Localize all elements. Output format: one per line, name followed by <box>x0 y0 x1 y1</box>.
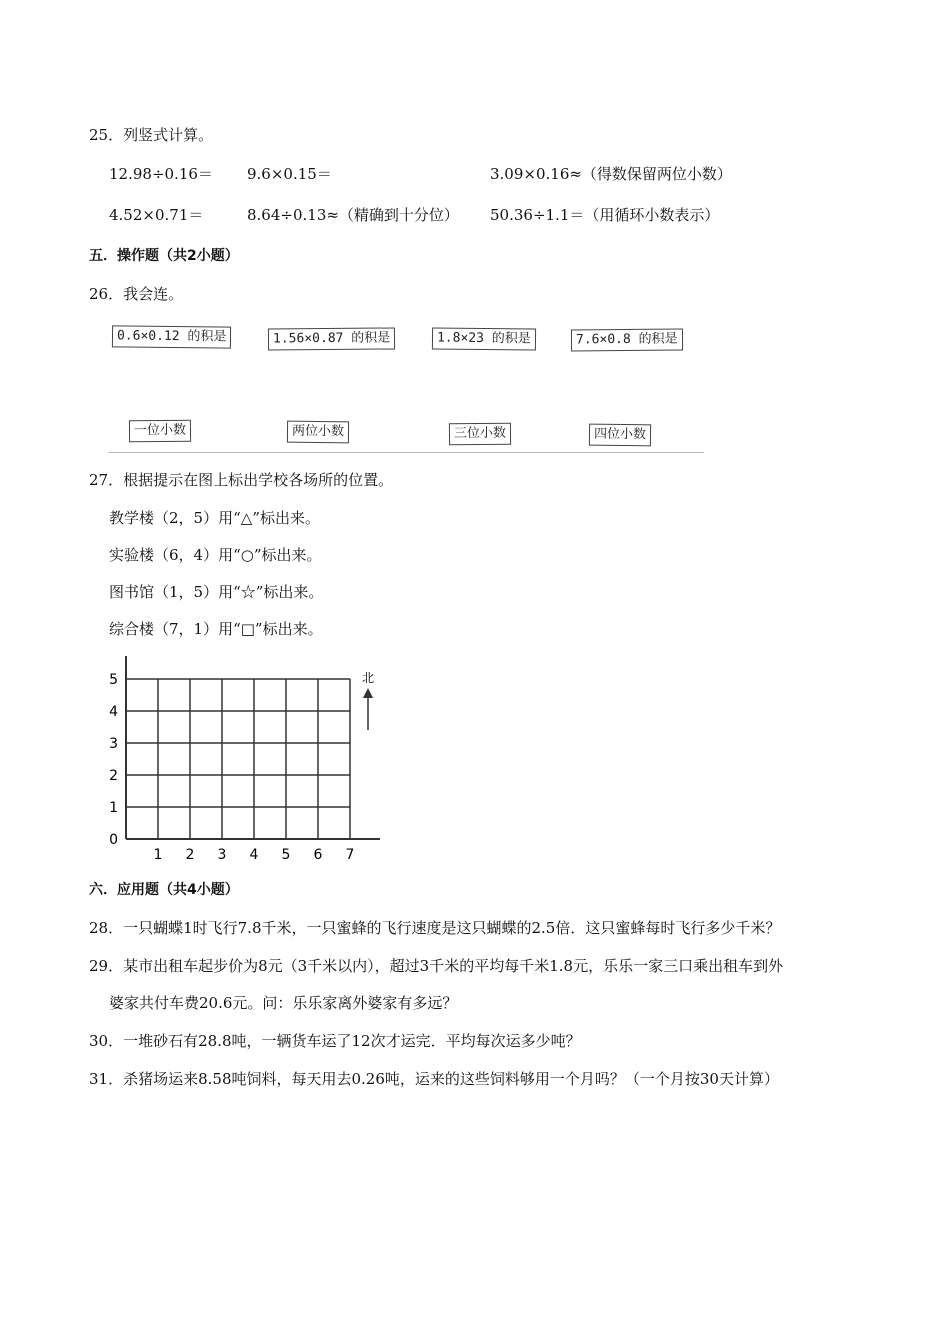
y-tick-label: 1 <box>109 800 118 816</box>
x-tick-label: 5 <box>281 847 291 863</box>
q25-item-3: 3.09×0.16≈（得数保留两位小数） <box>490 165 732 183</box>
x-tick-label: 6 <box>313 847 323 863</box>
section5-heading: 五．操作题（共2小题） <box>89 248 239 264</box>
x-tick-label: 7 <box>345 847 355 863</box>
connect-top-box-3: 1.8×23 的积是 <box>432 327 536 350</box>
north-label: 北 <box>361 671 375 685</box>
q25-title: 25．列竖式计算。 <box>89 126 214 144</box>
connect-top-box-1: 0.6×0.12 的积是 <box>112 325 232 348</box>
q27-hint-2: 实验楼（6，4）用“○”标出来。 <box>109 546 322 564</box>
x-axis-labels <box>154 847 355 863</box>
q27-hint-4: 综合楼（7，1）用“□”标出来。 <box>109 620 323 638</box>
grid-lines <box>126 679 350 839</box>
problem-31: 31．杀猪场运来8.58吨饲料，每天用去0.26吨，运来的这些饲料够用一个月吗？（一个月按30天计算） <box>89 1070 779 1088</box>
coordinate-grid <box>100 652 390 866</box>
connect-top-box-4: 7.6×0.8 的积是 <box>571 329 683 352</box>
q25-item-4: 4.52×0.71＝ <box>109 206 204 224</box>
x-tick-label: 3 <box>217 847 227 863</box>
q25-item-5: 8.64÷0.13≈（精确到十分位） <box>247 206 459 224</box>
q27-title: 27．根据提示在图上标出学校各场所的位置。 <box>89 471 394 489</box>
x-tick-label: 4 <box>249 847 259 863</box>
y-tick-label: 3 <box>109 736 118 752</box>
north-arrow-icon <box>363 688 373 698</box>
q25-item-6: 50.36÷1.1＝（用循环小数表示） <box>490 206 720 224</box>
problem-29-line2: 婆家共付车费20.6元。问：乐乐家离外婆家有多远？ <box>109 994 458 1012</box>
connect-bottom-box-2: 两位小数 <box>287 421 349 444</box>
problem-28: 28．一只蝴蝶1时飞行7.8千米，一只蜜蜂的飞行速度是这只蝴蝶的2.5倍．这只蜜蜂每时飞行多少千米？ <box>89 919 781 937</box>
q25-item-2: 9.6×0.15＝ <box>247 165 332 183</box>
q25-item-1: 12.98÷0.16＝ <box>109 165 213 183</box>
y-tick-label: 4 <box>109 704 118 720</box>
q27-hint-3: 图书馆（1，5）用“☆”标出来。 <box>109 583 324 601</box>
problem-30: 30．一堆砂石有28.8吨，一辆货车运了12次才运完．平均每次运多少吨？ <box>89 1032 581 1050</box>
connect-bottom-box-1: 一位小数 <box>129 420 191 443</box>
y-tick-label: 5 <box>109 672 118 688</box>
connect-divider <box>108 452 704 453</box>
y-tick-label: 2 <box>109 768 118 784</box>
q26-title: 26．我会连。 <box>89 285 184 303</box>
connect-bottom-box-3: 三位小数 <box>449 423 511 446</box>
x-tick-label: 2 <box>185 847 195 863</box>
problem-29-line1: 29．某市出租车起步价为8元（3千米以内），超过3千米的平均每千米1.8元，乐乐一家三口乘出租车到外 <box>89 957 784 975</box>
connect-bottom-box-4: 四位小数 <box>589 424 651 447</box>
y-tick-label: 0 <box>109 832 118 848</box>
q27-hint-1: 教学楼（2，5）用“△”标出来。 <box>109 509 320 527</box>
section6-heading: 六．应用题（共4小题） <box>89 882 239 898</box>
connect-top-box-2: 1.56×0.87 的积是 <box>268 327 395 350</box>
x-tick-label: 1 <box>153 847 163 863</box>
y-axis-labels <box>109 672 118 848</box>
